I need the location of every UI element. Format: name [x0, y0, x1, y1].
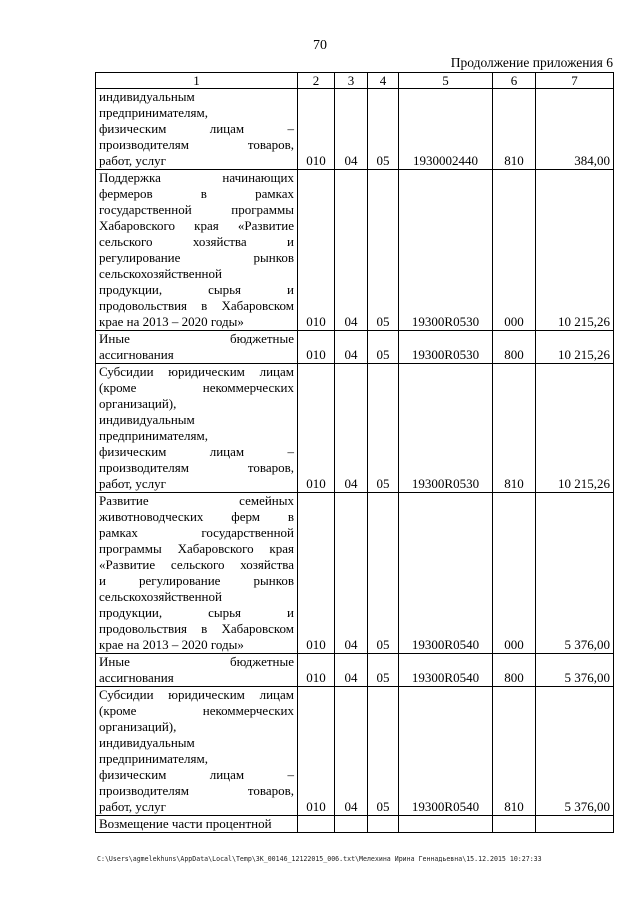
ministry-code: 010: [298, 170, 335, 331]
description-line: (кроме некоммерческих: [99, 380, 294, 395]
target-article-code: 19300R0530: [399, 364, 493, 493]
row-description: [96, 816, 298, 833]
description-line: Субсидии юридическим лицам: [99, 687, 294, 702]
table-header-row: [96, 73, 614, 89]
appendix-continuation-note: Продолжение приложения 6: [450, 55, 613, 70]
description-line: Возмещение части процентной: [99, 816, 272, 831]
description-line: организаций),: [99, 719, 177, 734]
description-line: физическим лицам –: [99, 121, 294, 136]
amount: 10 215,26: [536, 364, 614, 493]
table-row: [96, 493, 614, 654]
section-code: 04: [335, 170, 368, 331]
section-code: 04: [335, 89, 368, 170]
section-code: [335, 816, 368, 833]
expense-type-code: 800: [493, 654, 536, 687]
description-line: ассигнования: [99, 347, 174, 362]
target-article-code: 19300R0530: [399, 331, 493, 364]
ministry-code: 010: [298, 687, 335, 816]
header-col-7: 7: [536, 73, 614, 89]
expense-type-code: 800: [493, 331, 536, 364]
table-row: [96, 816, 614, 833]
description-line: работ, услуг: [99, 799, 167, 814]
description-line: (кроме некоммерческих: [99, 703, 294, 718]
expense-type-code: 810: [493, 364, 536, 493]
description-line: индивидуальным: [99, 412, 195, 427]
description-line: продукции, сырья и: [99, 282, 294, 297]
expense-type-code: 000: [493, 493, 536, 654]
section-code: 04: [335, 687, 368, 816]
amount: 10 215,26: [536, 170, 614, 331]
description-line: физическим лицам –: [99, 767, 294, 782]
ministry-code: 010: [298, 331, 335, 364]
description-line: и регулирование рынков: [99, 573, 294, 588]
target-article-code: 19300R0540: [399, 654, 493, 687]
subsection-code: 05: [368, 493, 399, 654]
target-article-code: 1930002440: [399, 89, 493, 170]
amount: 5 376,00: [536, 687, 614, 816]
description-line: Хабаровского края «Развитие: [99, 218, 294, 233]
target-article-code: [399, 816, 493, 833]
page-number: 70: [313, 38, 327, 53]
description-line: работ, услуг: [99, 153, 167, 168]
subsection-code: 05: [368, 654, 399, 687]
header-col-6: 6: [493, 73, 536, 89]
expense-type-code: 810: [493, 687, 536, 816]
description-line: продовольствия в Хабаровском: [99, 298, 294, 313]
row-description: [96, 654, 298, 687]
ministry-code: 010: [298, 654, 335, 687]
header-col-4: 4: [368, 73, 399, 89]
description-line: производителям товаров,: [99, 783, 294, 798]
section-code: 04: [335, 654, 368, 687]
table-row: [96, 654, 614, 687]
table-row: [96, 331, 614, 364]
description-line: программы Хабаровского края: [99, 541, 294, 556]
expense-type-code: [493, 816, 536, 833]
description-line: животноводческих ферм в: [99, 509, 294, 524]
header-col-1: 1: [96, 73, 298, 89]
description-line: сельскохозяйственной: [99, 589, 222, 604]
table-body: [96, 89, 614, 833]
table-row: [96, 170, 614, 331]
header-col-2: 2: [298, 73, 335, 89]
ministry-code: 010: [298, 364, 335, 493]
description-line: государственной программы: [99, 202, 294, 217]
table-row: [96, 89, 614, 170]
amount: 10 215,26: [536, 331, 614, 364]
description-line: ассигнования: [99, 670, 174, 685]
row-description: [96, 687, 298, 816]
target-article-code: 19300R0540: [399, 687, 493, 816]
target-article-code: 19300R0540: [399, 493, 493, 654]
header-col-3: 3: [335, 73, 368, 89]
description-line: Иные бюджетные: [99, 331, 294, 346]
description-line: организаций),: [99, 396, 177, 411]
expense-type-code: 810: [493, 89, 536, 170]
row-description: [96, 331, 298, 364]
description-line: предпринимателям,: [99, 428, 208, 443]
description-line: Субсидии юридическим лицам: [99, 364, 294, 379]
section-code: 04: [335, 364, 368, 493]
description-line: сельскохозяйственной: [99, 266, 222, 281]
description-line: физическим лицам –: [99, 444, 294, 459]
target-article-code: 19300R0530: [399, 170, 493, 331]
row-description: [96, 170, 298, 331]
row-description: [96, 364, 298, 493]
section-code: 04: [335, 493, 368, 654]
description-line: продовольствия в Хабаровском: [99, 621, 294, 636]
expense-type-code: 000: [493, 170, 536, 331]
subsection-code: 05: [368, 170, 399, 331]
description-line: производителям товаров,: [99, 460, 294, 475]
description-line: Развитие семейных: [99, 493, 294, 508]
description-line: предпринимателям,: [99, 105, 208, 120]
description-line: фермеров в рамках: [99, 186, 294, 201]
ministry-code: [298, 816, 335, 833]
table-row: [96, 364, 614, 493]
subsection-code: 05: [368, 687, 399, 816]
subsection-code: [368, 816, 399, 833]
table-row: [96, 687, 614, 816]
description-line: продукции, сырья и: [99, 605, 294, 620]
section-code: 04: [335, 331, 368, 364]
amount: 5 376,00: [536, 493, 614, 654]
amount: 384,00: [536, 89, 614, 170]
description-line: Поддержка начинающих: [99, 170, 294, 185]
description-line: Иные бюджетные: [99, 654, 294, 669]
description-line: предпринимателям,: [99, 751, 208, 766]
ministry-code: 010: [298, 493, 335, 654]
description-line: крае на 2013 – 2020 годы»: [99, 637, 244, 652]
header-col-5: 5: [399, 73, 493, 89]
row-description: [96, 89, 298, 170]
description-line: крае на 2013 – 2020 годы»: [99, 314, 244, 329]
subsection-code: 05: [368, 331, 399, 364]
description-line: производителям товаров,: [99, 137, 294, 152]
description-line: регулирование рынков: [99, 250, 294, 265]
description-line: индивидуальным: [99, 89, 195, 104]
description-line: «Развитие сельского хозяйства: [99, 557, 294, 572]
description-line: сельского хозяйства и: [99, 234, 294, 249]
row-description: [96, 493, 298, 654]
description-line: рамках государственной: [99, 525, 294, 540]
amount: [536, 816, 614, 833]
description-line: индивидуальным: [99, 735, 195, 750]
description-line: работ, услуг: [99, 476, 167, 491]
subsection-code: 05: [368, 89, 399, 170]
amount: 5 376,00: [536, 654, 614, 687]
subsection-code: 05: [368, 364, 399, 493]
file-path-footer: C:\Users\agmelekhuns\AppData\Local\Temp\3K_00146_12122015_006.txt\Мелехина Ирина Геннадьевна\15.12.2015 10:27:33: [97, 855, 542, 863]
ministry-code: 010: [298, 89, 335, 170]
budget-table: [95, 72, 614, 833]
